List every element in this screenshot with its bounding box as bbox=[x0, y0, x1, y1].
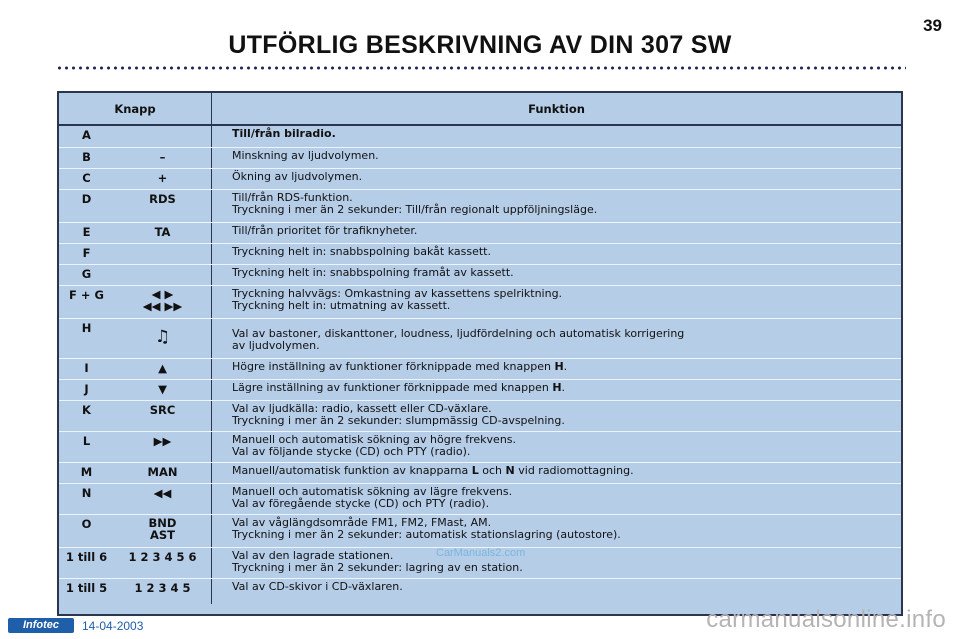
row-key: 1 till 6 bbox=[65, 550, 108, 564]
function-line: Tryckning i mer än 2 sekunder: automatisk stationslagring (autostore). bbox=[232, 528, 621, 541]
row-key: O bbox=[81, 517, 92, 531]
row-key: H bbox=[81, 321, 92, 335]
row-function bbox=[212, 244, 901, 264]
row-key: M bbox=[80, 465, 93, 479]
table-body bbox=[59, 126, 901, 604]
function-line: Val av följande stycke (CD) och PTY (radio). bbox=[232, 445, 471, 458]
row-symbol: RDS bbox=[114, 190, 212, 222]
row-function bbox=[212, 579, 901, 604]
row-key: F + G bbox=[69, 288, 104, 302]
footer-date: 14-04-2003 bbox=[82, 619, 144, 633]
row-symbol: MAN bbox=[114, 463, 212, 483]
function-key-ref: H bbox=[554, 360, 564, 373]
function-line: Val av ljudkälla: radio, kassett eller CD-växlare. bbox=[232, 402, 492, 415]
table-row bbox=[59, 484, 901, 515]
row-symbol: ▶▶ bbox=[114, 432, 212, 462]
row-key: A bbox=[82, 128, 91, 142]
header-funktion: Funktion bbox=[528, 101, 585, 116]
function-key-ref: H bbox=[552, 381, 562, 394]
function-line: Till/från bilradio. bbox=[232, 127, 336, 140]
row-symbol: ▲ bbox=[114, 359, 212, 379]
function-line: Tryckning helt in: snabbspolning framåt av kassett. bbox=[232, 266, 514, 279]
function-line: Val av bastoner, diskanttoner, loudness, ljudfördelning och automatisk korrigering bbox=[232, 327, 685, 340]
function-text: Högre inställning av funktioner förknippade med knappen bbox=[232, 360, 555, 373]
row-key: N bbox=[81, 486, 92, 500]
function-line bbox=[232, 361, 901, 373]
function-text: Manuell/automatisk funktion av knapparna bbox=[232, 464, 472, 477]
row-function bbox=[212, 359, 901, 379]
row-key: E bbox=[82, 225, 91, 239]
function-text: . bbox=[561, 381, 566, 394]
button-function-table bbox=[57, 91, 903, 616]
function-line: Val av CD-skivor i CD-växlaren. bbox=[232, 580, 403, 593]
row-symbol: 1 2 3 4 5 6 bbox=[114, 548, 212, 578]
page-title: UTFÖRLIG BESKRIVNING AV DIN 307 SW bbox=[228, 31, 732, 59]
function-key-ref: L bbox=[471, 464, 479, 477]
function-line: Val av föregående stycke (CD) och PTY (radio). bbox=[232, 497, 490, 510]
table-row bbox=[59, 579, 901, 604]
table-row bbox=[59, 380, 901, 401]
page-number: 39 bbox=[923, 16, 942, 35]
function-line bbox=[232, 382, 901, 394]
function-line: Tryckning i mer än 2 sekunder: Till/från regionalt uppföljningsläge. bbox=[232, 203, 598, 216]
table-row bbox=[59, 515, 901, 548]
row-symbol-line: BND bbox=[148, 516, 177, 530]
row-symbol bbox=[114, 265, 212, 285]
row-function bbox=[212, 223, 901, 243]
function-line: Tryckning helt in: utmatning av kassett. bbox=[232, 299, 451, 312]
row-symbol: + bbox=[114, 169, 212, 189]
row-symbol bbox=[114, 126, 212, 147]
table-row bbox=[59, 319, 901, 359]
row-key: B bbox=[82, 150, 91, 164]
table-header bbox=[59, 93, 901, 126]
table-row bbox=[59, 463, 901, 484]
function-text: Lägre inställning av funktioner förknippade med knappen bbox=[232, 381, 553, 394]
function-key-ref: N bbox=[505, 464, 515, 477]
row-symbol bbox=[114, 515, 212, 547]
table-row bbox=[59, 126, 901, 148]
row-symbol: ◀◀ bbox=[114, 484, 212, 514]
table-row bbox=[59, 286, 901, 319]
function-line: Tryckning helt in: snabbspolning bakåt kassett. bbox=[232, 245, 491, 258]
function-line: Minskning av ljudvolymen. bbox=[232, 149, 379, 162]
row-function bbox=[212, 126, 901, 147]
row-function bbox=[212, 463, 901, 483]
function-text: och bbox=[478, 464, 506, 477]
function-line: Tryckning i mer än 2 sekunder: lagring av en station. bbox=[232, 561, 523, 574]
function-line: av ljudvolymen. bbox=[232, 339, 320, 352]
row-function bbox=[212, 515, 901, 547]
table-row bbox=[59, 359, 901, 380]
row-key: C bbox=[82, 171, 91, 185]
row-symbol-line: ◀ ▶ bbox=[151, 287, 174, 301]
row-key: G bbox=[81, 267, 92, 281]
function-line: Till/från prioritet för trafiknyheter. bbox=[232, 224, 418, 237]
table-row bbox=[59, 169, 901, 190]
row-function bbox=[212, 380, 901, 400]
function-text: . bbox=[563, 360, 568, 373]
row-symbol bbox=[114, 244, 212, 264]
row-function bbox=[212, 484, 901, 514]
row-function bbox=[212, 190, 901, 222]
function-line: Till/från RDS-funktion. bbox=[232, 191, 353, 204]
function-line: Manuell och automatisk sökning av högre frekvens. bbox=[232, 433, 517, 446]
row-key: D bbox=[81, 192, 92, 206]
infotec-logo: Infotec bbox=[8, 618, 74, 633]
row-function bbox=[212, 401, 901, 431]
table-row bbox=[59, 244, 901, 265]
row-function bbox=[212, 148, 901, 168]
table-row bbox=[59, 148, 901, 169]
row-symbol: ▼ bbox=[114, 380, 212, 400]
row-symbol-line: AST bbox=[149, 528, 176, 542]
function-line bbox=[232, 465, 901, 477]
footer-site: carmanualsonline.info bbox=[706, 606, 946, 633]
row-symbol: – bbox=[114, 148, 212, 168]
row-function bbox=[212, 286, 901, 318]
table-row bbox=[59, 190, 901, 223]
table-row bbox=[59, 223, 901, 244]
dotted-divider bbox=[56, 66, 906, 70]
function-text: vid radiomottagning. bbox=[514, 464, 634, 477]
function-line: Tryckning halvvägs: Omkastning av kassettens spelriktning. bbox=[232, 287, 563, 300]
table-row bbox=[59, 265, 901, 286]
row-key: 1 till 5 bbox=[65, 581, 108, 595]
watermark: CarManuals2.com bbox=[436, 547, 526, 559]
row-symbol: ♫ bbox=[114, 319, 212, 358]
row-function bbox=[212, 169, 901, 189]
function-line: Ökning av ljudvolymen. bbox=[232, 170, 363, 183]
function-line: Tryckning i mer än 2 sekunder: slumpmässig CD-avspelning. bbox=[232, 414, 565, 427]
function-line: Manuell och automatisk sökning av lägre frekvens. bbox=[232, 485, 513, 498]
table-row bbox=[59, 432, 901, 463]
row-key: I bbox=[84, 361, 89, 375]
row-symbol: SRC bbox=[114, 401, 212, 431]
row-symbol-line: ◀◀ ▶▶ bbox=[142, 299, 183, 313]
table-row bbox=[59, 401, 901, 432]
row-function bbox=[212, 265, 901, 285]
header-knapp: Knapp bbox=[59, 93, 212, 124]
function-line: Val av den lagrade stationen. bbox=[232, 549, 394, 562]
row-key: K bbox=[82, 403, 91, 417]
row-function bbox=[212, 548, 901, 578]
function-line: Val av våglängdsområde FM1, FM2, FMast, AM. bbox=[232, 516, 492, 529]
row-symbol: 1 2 3 4 5 bbox=[114, 579, 212, 604]
row-key: L bbox=[82, 434, 91, 448]
row-key: F bbox=[82, 246, 91, 260]
row-symbol: TA bbox=[114, 223, 212, 243]
row-function bbox=[212, 319, 901, 358]
row-function bbox=[212, 432, 901, 462]
row-key: J bbox=[84, 382, 89, 396]
row-symbol bbox=[114, 286, 212, 318]
